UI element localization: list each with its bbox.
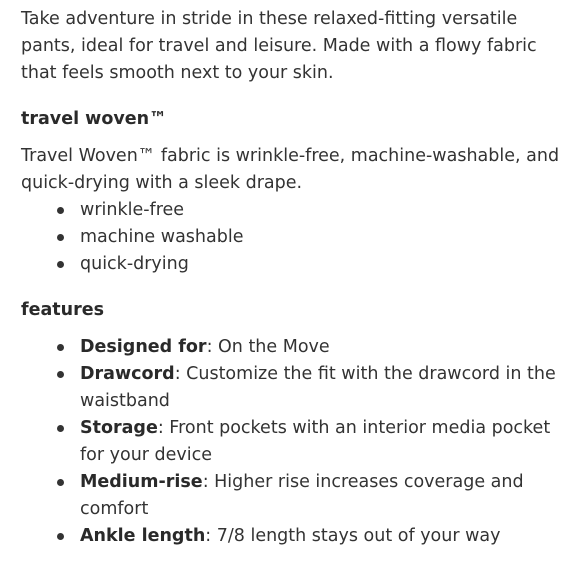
feature-item-medium-rise [80, 469, 570, 523]
feature-text: : Front pockets with an interior media pocket for your device [80, 418, 551, 465]
fabric-description: Travel Woven™ fabric is wrinkle-free, machine-washable, and quick-drying with a sleek drape. [21, 146, 560, 193]
features-list [21, 334, 570, 550]
feature-item-ankle-length [80, 523, 570, 550]
features-heading: features [21, 300, 105, 320]
feature-text: : Customize the fit with the drawcord in the waistband [80, 364, 556, 411]
feature-item-drawcord [80, 361, 570, 415]
feature-text: : On the Move [206, 337, 330, 357]
feature-text: : 7/8 length stays out of your way [205, 526, 501, 546]
feature-term: Storage [80, 418, 158, 438]
feature-term: Ankle length [80, 526, 206, 546]
feature-term: Drawcord [80, 364, 175, 384]
list-item: wrinkle-free [80, 197, 570, 224]
intro-paragraph: Take adventure in stride in these relaxed-fitting versatile pants, ideal for travel and leisure. Made with a flowy fabric that feels smooth next to your skin. [21, 9, 537, 83]
list-item: machine washable [80, 224, 570, 251]
feature-item-designed-for [80, 334, 570, 361]
fabric-heading: travel woven™ [21, 109, 167, 129]
feature-text: : Higher rise increases coverage and comfort [80, 472, 524, 519]
list-item: quick-drying [80, 251, 570, 278]
feature-term: Medium-rise [80, 472, 203, 492]
fabric-bullet-list [21, 197, 570, 278]
feature-item-storage [80, 415, 570, 469]
feature-term: Designed for [80, 337, 207, 357]
